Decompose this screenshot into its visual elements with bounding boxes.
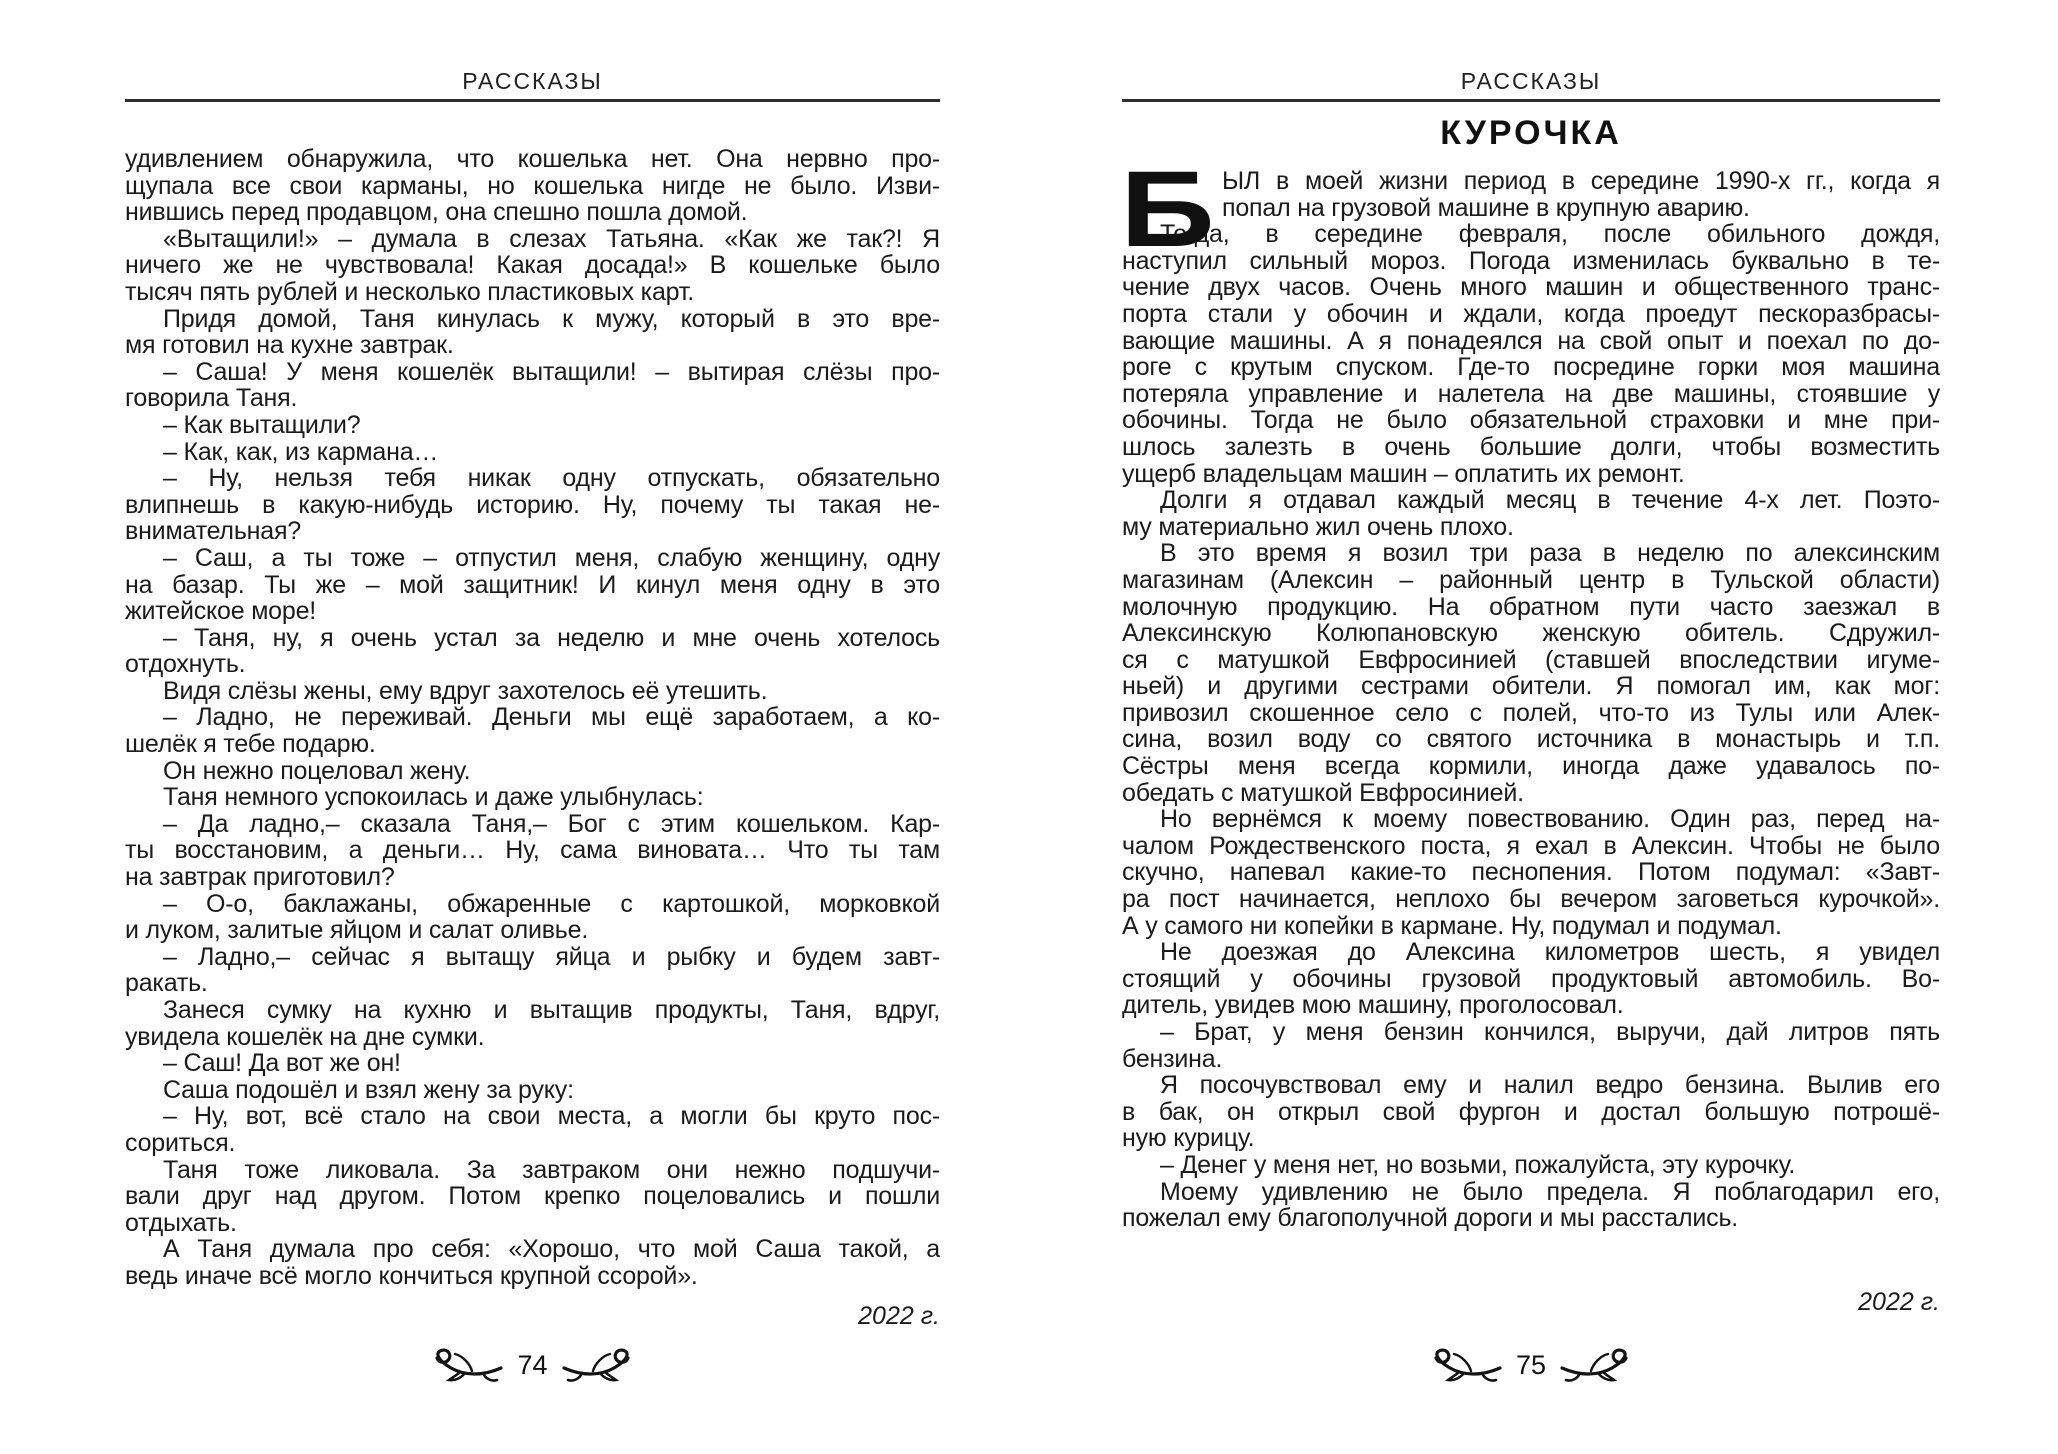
text-line: вали друг над другом. Потом крепко поцеловались и пошли <box>125 1182 940 1211</box>
text-line: ра пост начинается, неплохо бы вечером заговеться курочкой». <box>1122 885 1940 914</box>
story-date: 2022 г. <box>858 1302 940 1330</box>
text-line: потеряла управление и налетела на две машины, стоявшие у <box>1122 379 1940 408</box>
text-line: Таня тоже ликовала. За завтраком они нежно подшучи- <box>163 1155 940 1184</box>
text-line: – О-о, баклажаны, обжаренные с картошкой, морковкой <box>163 889 940 918</box>
text-line: ничего же не чувствовала! Какая досада!» В кошельке было <box>125 251 940 280</box>
story-title: КУРОЧКА <box>1440 114 1622 152</box>
text-line: Тогда, в середине февраля, после обильного дождя, <box>1160 220 1940 249</box>
story-date: 2022 г. <box>1858 1288 1940 1316</box>
text-line: наступил сильный мороз. Погода изменилась буквально в те- <box>1122 246 1940 275</box>
left-page-body <box>125 146 940 1290</box>
right-page-body <box>1120 148 1940 1233</box>
text-line: – Как вытащили? <box>163 410 361 439</box>
text-line: ньей) и другими сестрами обители. Я помогал им, как мог: <box>1122 672 1940 701</box>
text-line: тысяч пять рублей и несколько пластиковых карт. <box>125 277 695 306</box>
header-rule-divider <box>1122 99 1940 102</box>
text-line: отдыхать. <box>125 1208 237 1237</box>
text-line: В это время я возил три раза в неделю по алексинским <box>1160 539 1940 568</box>
text-line: Но вернёмся к моему повествованию. Один раз, перед на- <box>1160 805 1940 834</box>
text-line: – Брат, у меня бензин кончился, выручи, дай литров пять <box>1160 1018 1940 1046</box>
text-line: стоящий у обочины грузовой продуктовый автомобиль. Во- <box>1122 964 1940 993</box>
running-head: РАССКАЗЫ <box>1460 68 1602 94</box>
text-line: ную курицу. <box>1122 1124 1255 1153</box>
text-line: мя готовил на кухне завтрак. <box>125 331 454 360</box>
text-line: Он нежно поцеловал жену. <box>163 756 471 785</box>
text-line: Долги я отдавал каждый месяц в течение 4-х лет. Поэто- <box>1160 486 1940 515</box>
text-line: магазинам (Алексин – районный центр в Тульской области) <box>1122 565 1940 594</box>
text-line: обочины. Тогда не было обязательной страховки и мне при- <box>1122 406 1940 435</box>
text-line: чение двух часов. Очень много машин и общественного транс- <box>1122 273 1940 302</box>
text-line: порта стали у обочин и ждали, когда проедут пескоразбрасы- <box>1122 299 1940 328</box>
text-line: Сёстры меня всегда кормили, иногда даже удавалось по- <box>1122 752 1940 781</box>
text-line: – Саш, а ты тоже – отпустил меня, слабую женщину, одну <box>163 543 940 572</box>
flourish-left-icon <box>425 1346 503 1384</box>
text-line: – Ну, вот, всё стало на свои места, а могли бы круто пос- <box>163 1102 940 1131</box>
text-line: ЫЛ в моей жизни период в середине 1990-х гг., когда я <box>1222 167 1940 195</box>
text-line: удивлением обнаружила, что кошелька нет. Она нервно про- <box>125 145 940 173</box>
text-line: – Да ладно,– сказала Таня,– Бог с этим кошельком. Кар- <box>163 809 940 838</box>
text-line: нившись перед продавцом, она спешно пошла домой. <box>125 198 748 227</box>
flourish-left-icon <box>1424 1346 1502 1384</box>
text-line: молочную продукцию. На обратном пути часто заезжал в <box>1122 592 1940 621</box>
text-line: ся с матушкой Евфросинией (ставшей впоследствии игуме- <box>1122 645 1940 674</box>
text-line: – Таня, ну, я очень устал за неделю и мне очень хотелось <box>163 623 940 652</box>
text-line: Не доезжая до Алексина километров шесть, я увидел <box>1160 938 1940 967</box>
left-page <box>125 0 940 1454</box>
text-line: и луком, залитые яйцом и салат оливье. <box>125 916 589 945</box>
text-line: Занеся сумку на кухню и вытащив продукты, Таня, вдруг, <box>163 996 940 1024</box>
text-line: шелёк я тебе подарю. <box>125 730 376 759</box>
text-line: ведь иначе всё могло кончиться крупной ссорой». <box>125 1261 698 1290</box>
text-line: вающие машины. А я понадеялся на свой опыт и поехал по до- <box>1122 326 1940 355</box>
text-line: му материально жил очень плохо. <box>1122 512 1514 541</box>
flourish-right-icon <box>1560 1346 1638 1384</box>
text-line: роге с крутым спуском. Где-то посредине горки моя машина <box>1122 353 1940 382</box>
text-line: Таня немного успокоилась и даже улыбнулась: <box>163 783 704 812</box>
text-line: сина, возил воду со святого источника в монастырь и т.п. <box>1122 725 1940 754</box>
text-line: Моему удивлению не было предела. Я поблагодарил его, <box>1160 1177 1940 1206</box>
text-line: Придя домой, Таня кинулась к мужу, который в это вре- <box>163 304 940 333</box>
page-footer <box>1122 1346 1940 1384</box>
page-number: 75 <box>1515 1349 1547 1380</box>
text-line: – Саша! У меня кошелёк вытащили! – вытирая слёзы про- <box>163 357 940 386</box>
text-line: говорила Таня. <box>125 384 298 413</box>
text-line: – Ладно,– сейчас я вытащу яйца и рыбку и будем завт- <box>163 942 940 971</box>
text-line: влипнешь в какую-нибудь историю. Ну, почему ты такая не- <box>125 490 940 519</box>
text-line: отдохнуть. <box>125 650 246 679</box>
text-line: Алексинскую Колюпановскую женскую обитель. Сдружил- <box>1122 619 1940 648</box>
page-number: 74 <box>517 1349 548 1380</box>
text-line: – Как, как, из кармана… <box>163 437 439 466</box>
text-line: – Ладно, не переживай. Деньги мы ещё заработаем, а ко- <box>163 703 940 732</box>
text-line: внимательная? <box>125 517 302 546</box>
text-line: ущерб владельцам машин – оплатить их ремонт. <box>1122 459 1685 488</box>
text-line: Я посочувствовал ему и налил ведро бензина. Вылив его <box>1160 1071 1940 1100</box>
text-line: А у самого ни копейки в кармане. Ну, подумал и подумал. <box>1122 911 1782 940</box>
text-line: шлось залезть в очень большие долги, чтобы возместить <box>1122 432 1940 461</box>
text-line: увидела кошелёк на дне сумки. <box>125 1022 485 1051</box>
text-line: попал на грузовой машине в крупную аварию. <box>1222 193 1750 222</box>
text-line: привозил скошенное село с полей, что-то из Тулы или Алек- <box>1122 698 1940 727</box>
text-line: сориться. <box>125 1128 236 1157</box>
text-line: бензина. <box>1122 1044 1223 1073</box>
text-line: щупала все свои карманы, но кошелька нигде не было. Изви- <box>125 171 940 200</box>
text-line: «Вытащили!» – думала в слезах Татьяна. «Как же так?! Я <box>163 224 940 253</box>
text-line: в бак, он открыл свой фургон и достал большую потрошё- <box>1122 1097 1940 1126</box>
text-line: Саша подошёл и взял жену за руку: <box>163 1075 574 1104</box>
header-rule-divider <box>125 99 940 102</box>
drop-cap: Б <box>1120 148 1215 269</box>
text-line: житейское море! <box>125 597 317 626</box>
page-footer <box>125 1346 940 1384</box>
text-line: чалом Рождественского поста, я ехал в Алексин. Чтобы не было <box>1122 831 1940 860</box>
running-head: РАССКАЗЫ <box>462 68 603 94</box>
text-line: – Денег у меня нет, но возьми, пожалуйста, эту курочку. <box>1160 1150 1796 1179</box>
text-line: на завтрак приготовил? <box>125 863 395 892</box>
text-line: скучно, напевал какие-то песнопения. Потом подумал: «Завт- <box>1122 858 1940 887</box>
flourish-right-icon <box>562 1346 640 1384</box>
text-line: ракать. <box>125 969 208 998</box>
text-line: А Таня думала про себя: «Хорошо, что мой Саша такой, а <box>163 1235 940 1264</box>
text-line: на базар. Ты же – мой защитник! И кинул меня одну в это <box>125 570 940 599</box>
text-line: ты восстановим, а деньги… Ну, сама виновата… Что ты там <box>125 836 940 865</box>
text-line: Видя слёзы жены, ему вдруг захотелось её утешить. <box>163 676 768 705</box>
text-line: пожелал ему благополучной дороги и мы расстались. <box>1122 1204 1739 1233</box>
text-line: – Саш! Да вот же он! <box>163 1049 401 1078</box>
text-line: дитель, увидев мою машину, проголосовал. <box>1122 991 1624 1020</box>
text-line: – Ну, нельзя тебя никак одну отпускать, обязательно <box>163 464 940 493</box>
text-line: обедать с матушкой Евфросинией. <box>1122 778 1524 807</box>
right-page <box>1122 0 1940 1454</box>
